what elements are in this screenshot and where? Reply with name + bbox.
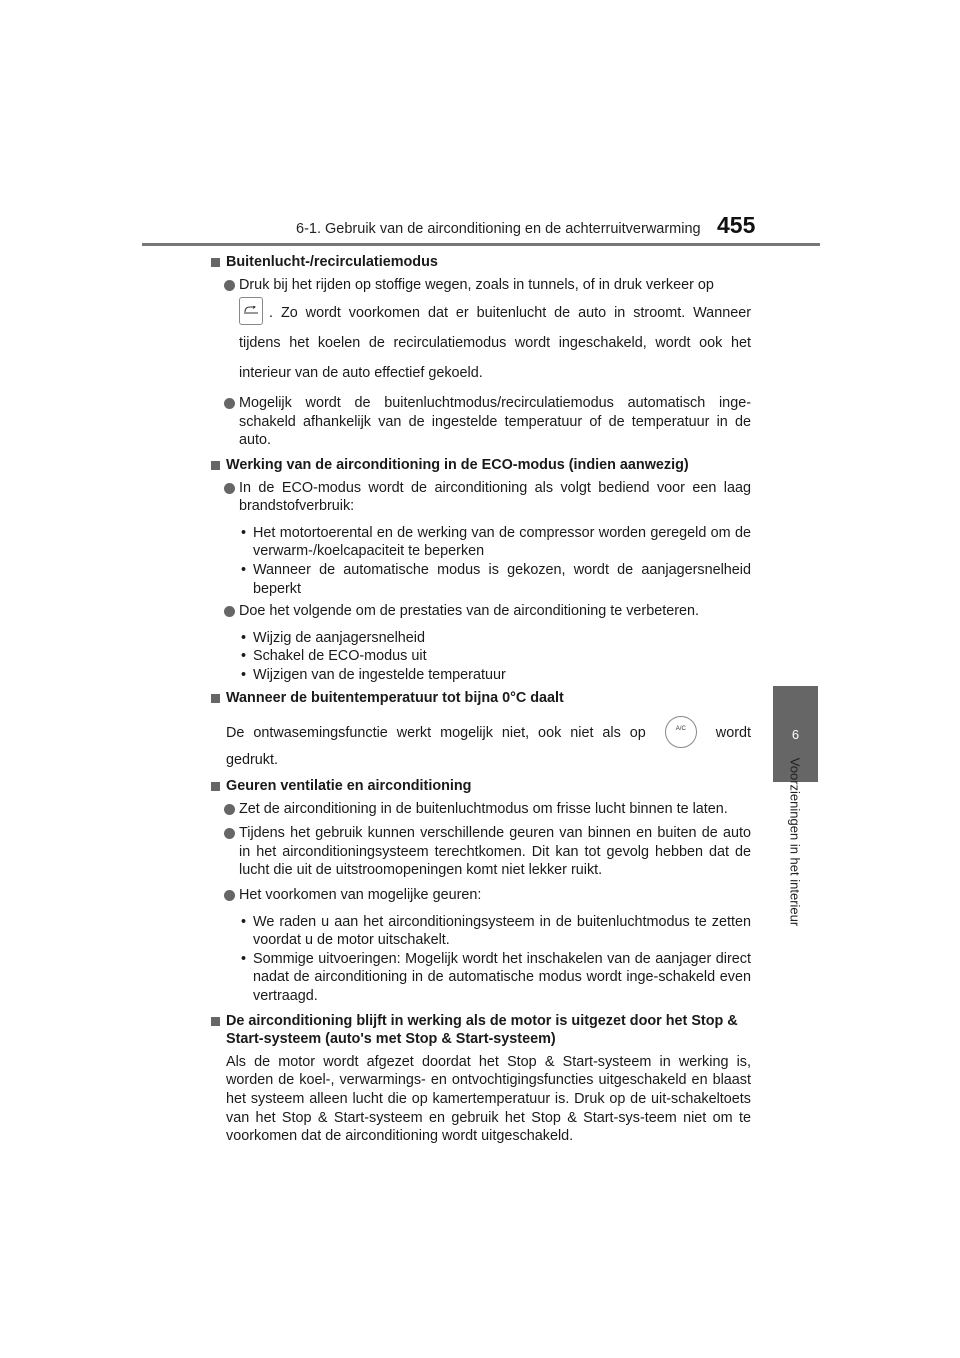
sub-list-item: • Wijzigen van de ingestelde temperatuur xyxy=(241,666,506,683)
round-bullet-icon xyxy=(224,483,235,494)
sub-list xyxy=(211,524,751,598)
round-bullet-icon xyxy=(224,606,235,617)
item-continuation xyxy=(239,298,751,388)
chapter-side-label: Voorzieningen in het interieur xyxy=(787,757,803,927)
section-header-title: 6-1. Gebruik van de airconditioning en de achterruitverwarming xyxy=(296,221,701,237)
round-bullet-icon xyxy=(224,398,235,409)
item-text: In de ECO-modus wordt de airconditioning als volgt bediend voor een laag brandstofverbruik: xyxy=(239,479,751,515)
sub-item-text: Het motortoerental en de werking van de compressor worden geregeld om de verwarm-/koelcapaciteit te beperken xyxy=(253,524,751,560)
sub-item-text: We raden u aan het airconditioningsysteem in de buitenluchtmodus te zetten voordat u de motor uitschakelt. xyxy=(253,913,751,949)
list-item xyxy=(211,479,751,516)
item-text: Mogelijk wordt de buitenluchtmodus/recirculatiemodus automatisch inge-schakeld afhankelijk van de ingestelde temperatuur of de temperatuur in de auto. xyxy=(239,395,751,449)
sub-item-text: Sommige uitvoeringen: Mogelijk wordt het inschakelen van de aanjager direct nadat de airconditioning in de automatische modus wordt inge-schakeld even vertraagd. xyxy=(253,950,751,1005)
paragraph xyxy=(211,717,751,771)
section-heading xyxy=(211,456,751,475)
square-bullet-icon xyxy=(211,258,220,267)
round-bullet-icon xyxy=(224,280,235,291)
item-text: Tijdens het gebruik kunnen verschillende geuren van binnen en buiten de auto in het airconditioningsysteem terechtkomen. Dit kan tot gevolg hebben dat de lucht die uit de uitstroomopeningen komt niet lekker ruikt. xyxy=(239,825,751,879)
section-heading-text: De airconditioning blijft in werking als de motor is uitgezet door het Stop & Start-systeem (auto's met Stop & Start-systeem) xyxy=(226,1012,738,1048)
header-rule xyxy=(142,243,820,246)
item-text: Druk bij het rijden op stoffige wegen, zoals in tunnels, of in druk verkeer op xyxy=(239,276,714,293)
sub-item-text: Wijzigen van de ingestelde temperatuur xyxy=(253,666,506,683)
item-text: . Zo wordt voorkomen dat er buitenlucht de auto in stroomt. Wanneer tijdens het koelen de recirculatiemodus wordt ingeschakeld, wordt ook het interieur van de auto effectief gekoeld. xyxy=(239,305,751,382)
list-item xyxy=(211,602,751,621)
round-bullet-icon xyxy=(224,804,235,815)
section-heading-text: Wanneer de buitentemperatuur tot bijna 0°C daalt xyxy=(226,689,564,706)
square-bullet-icon xyxy=(211,1017,220,1026)
page-content xyxy=(211,253,751,1150)
square-bullet-icon xyxy=(211,461,220,470)
sub-list-item: • Sommige uitvoeringen: Mogelijk wordt het inschakelen van de aanjager direct nadat de airconditioning in de automatische modus wordt inge-schakeld even vertraagd. xyxy=(241,950,751,1005)
list-item xyxy=(211,276,751,389)
item-text: Het voorkomen van mogelijke geuren: xyxy=(239,887,482,904)
page-number: 455 xyxy=(717,212,756,238)
sub-list-item: • Wanneer de automatische modus is gekozen, wordt de aanjagersnelheid beperkt xyxy=(241,561,751,597)
round-bullet-icon xyxy=(224,828,235,839)
round-bullet-icon xyxy=(224,890,235,901)
ac-button-icon xyxy=(665,716,697,748)
sub-list xyxy=(211,629,751,685)
item-text: Zet de airconditioning in de buitenluchtmodus om frisse lucht binnen te laten. xyxy=(239,800,728,817)
chapter-tab-number: 6 xyxy=(791,726,800,742)
recirculation-icon xyxy=(239,297,263,325)
paragraph xyxy=(211,1053,751,1146)
item-text: Doe het volgende om de prestaties van de airconditioning te verbeteren. xyxy=(239,603,699,620)
section-heading xyxy=(211,689,751,708)
section-heading-text: Geuren ventilatie en airconditioning xyxy=(226,778,472,795)
square-bullet-icon xyxy=(211,694,220,703)
section-heading-text: Werking van de airconditioning in de ECO-modus (indien aanwezig) xyxy=(226,456,689,473)
list-item xyxy=(211,824,751,880)
list-item xyxy=(211,800,751,819)
paragraph-text: De ontwasemingsfunctie werkt mogelijk niet, ook niet als op xyxy=(226,724,646,741)
section-heading xyxy=(211,777,751,796)
sub-item-text: Wijzig de aanjagersnelheid xyxy=(253,629,425,646)
sub-list-item: • We raden u aan het airconditioningsysteem in de buitenluchtmodus te zetten voordat u de motor uitschakelt. xyxy=(241,913,751,949)
sub-list-item: • Schakel de ECO-modus uit xyxy=(241,648,427,665)
paragraph-text: Als de motor wordt afgezet doordat het Stop & Start-systeem in werking is, worden de koel-, verwarmings- en ontvochtigingsfuncties uitgeschakeld en blaast het systeem alleen lucht die op kamertemperatuur is. Druk op de uit-schakeltoets van het Stop & Start-systeem en gebruik het Stop & Start-sys-teem niet om te voorkomen dat de airconditioning wordt uitgeschakeld. xyxy=(226,1053,751,1145)
list-item xyxy=(211,394,751,450)
sub-list-item: • Het motortoerental en de werking van de compressor worden geregeld om de verwarm-/koelcapaciteit te beperken xyxy=(241,524,751,560)
section-heading xyxy=(211,253,751,272)
list-item xyxy=(211,886,751,905)
paragraph-text: wordt gedrukt. xyxy=(226,724,751,769)
sub-list-item: • Wijzig de aanjagersnelheid xyxy=(241,629,425,646)
section-heading-text: Buitenlucht-/recirculatiemodus xyxy=(226,254,438,270)
sub-list xyxy=(211,913,751,1006)
ac-icon-label: A/C xyxy=(675,726,686,733)
sub-item-text: Schakel de ECO-modus uit xyxy=(253,648,427,665)
section-heading xyxy=(211,1012,751,1049)
sub-item-text: Wanneer de automatische modus is gekozen, wordt de aanjagersnelheid beperkt xyxy=(253,561,751,597)
square-bullet-icon xyxy=(211,782,220,791)
